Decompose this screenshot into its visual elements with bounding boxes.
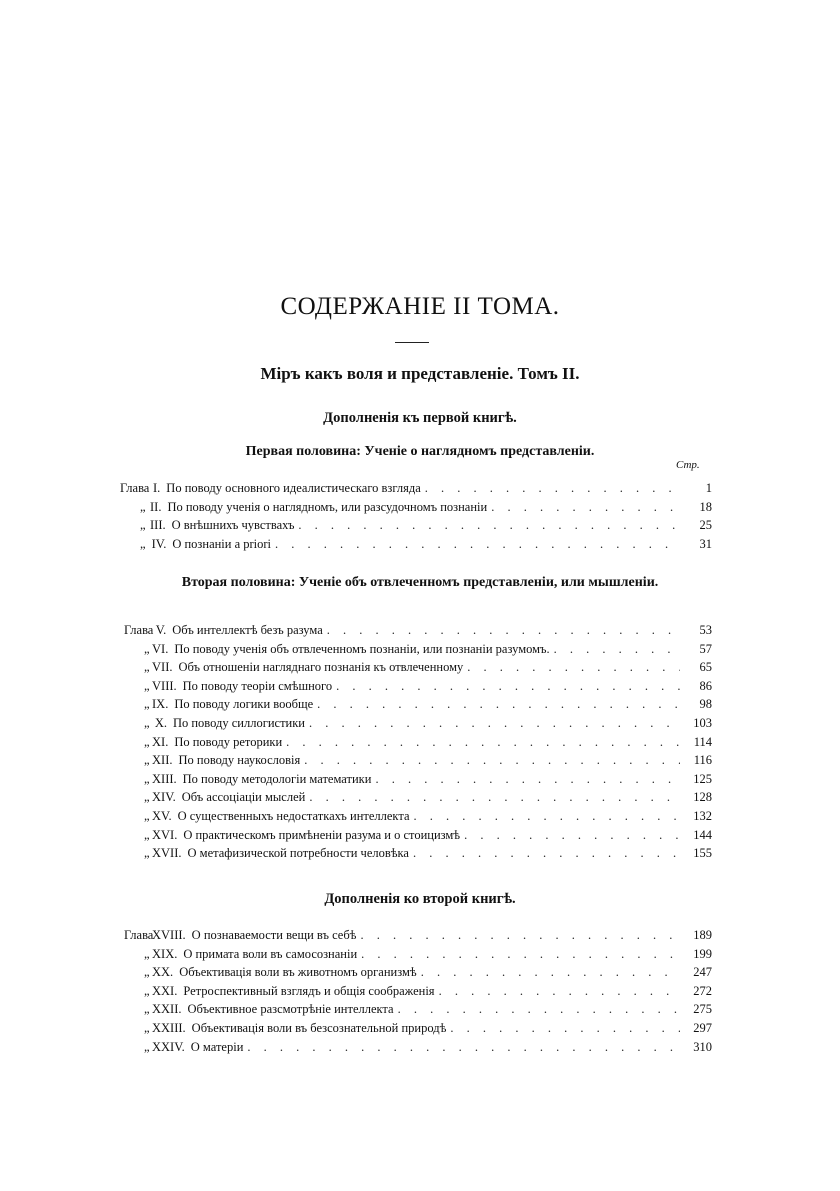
toc-entry-title: О познаваемости вещи въ себѣ: [191, 928, 357, 942]
toc-entry: [140, 499, 712, 516]
toc-entry-prefix: „: [144, 965, 150, 980]
toc-entry-page-number: 114: [693, 734, 712, 749]
toc-dot-leader: [450, 1020, 680, 1037]
toc-entry-page-number: 57: [699, 641, 712, 656]
toc-entry: [124, 927, 712, 944]
toc-dot-leader: [439, 983, 680, 1000]
toc-entry-chapter-number: XXII.: [152, 1002, 182, 1017]
toc-entry-chapter-number: XVIII.: [152, 928, 186, 942]
toc-entry-page-number: 189: [693, 928, 712, 942]
toc-entry-title: По поводу теоріи смѣшного: [182, 678, 333, 693]
toc-entry-prefix: „: [144, 641, 150, 656]
toc-dot-leader: [286, 734, 680, 751]
toc-entry-prefix: „: [144, 716, 150, 730]
toc-entry-title: По поводу ученія объ отвлеченномъ познаніи, или познаніи разумомъ.: [174, 641, 550, 656]
toc-entry-title: Объективація воли въ животномъ организмѣ: [179, 965, 417, 980]
toc-entry-page-number: 297: [693, 1021, 712, 1035]
toc-dot-leader: [361, 946, 680, 963]
toc-entry-title: По поводу методологіи математики: [182, 771, 372, 786]
toc-entry: [144, 845, 712, 862]
toc-dot-leader: [421, 964, 680, 981]
toc-dot-leader: [491, 499, 680, 516]
toc-entry-chapter-number: XIX.: [152, 946, 178, 961]
toc-entry: [144, 752, 712, 769]
toc-entry-page-number: 103: [693, 716, 712, 730]
toc-entry-title: Объ ассоціаціи мыслей: [181, 790, 306, 805]
toc-entry-page-number: 1: [705, 481, 712, 495]
toc-entry-prefix: Глава: [124, 623, 154, 637]
toc-entry: [144, 734, 712, 751]
toc-entry: [144, 771, 712, 788]
toc-entry-page-number: 128: [693, 790, 712, 805]
toc-dot-leader: [375, 771, 680, 788]
toc-entry: [144, 789, 712, 806]
toc-entry-page-number: 86: [699, 678, 712, 693]
toc-entry-chapter-number: XIII.: [152, 771, 177, 786]
toc-entry-prefix: „: [144, 809, 150, 823]
toc-entry-page-number: 199: [693, 946, 712, 961]
toc-entry-title: О практическомъ примѣненіи разума и о стоицизмѣ: [183, 827, 461, 842]
toc-entry-page-number: 310: [693, 1039, 712, 1054]
toc-entry-chapter-number: V.: [155, 623, 167, 637]
part2-title: Дополненія ко второй книгѣ.: [324, 891, 516, 907]
toc-entry-title: О существенныхъ недостаткахъ интеллекта: [177, 809, 410, 823]
toc-entry: [144, 983, 712, 1000]
toc-entry-chapter-number: XVII.: [152, 846, 182, 861]
toc-entry-page-number: 125: [693, 771, 712, 786]
toc-dot-leader: [304, 752, 680, 769]
toc-entry-chapter-number: X.: [154, 716, 167, 730]
toc-entry-prefix: „: [140, 499, 146, 514]
toc-entry: [120, 480, 712, 497]
toc-dot-leader: [247, 1039, 680, 1056]
part1-title: Дополненія къ первой книгѣ.: [323, 410, 517, 426]
toc-entry-page-number: 272: [693, 983, 712, 998]
toc-entry-page-number: 98: [699, 697, 712, 712]
toc-entry-page-number: 247: [693, 965, 712, 980]
toc-dot-leader: [398, 1001, 680, 1018]
toc-entry-prefix: „: [144, 1039, 150, 1054]
toc-entry-chapter-number: IX.: [152, 697, 169, 712]
toc-entry: [144, 641, 712, 658]
toc-entry-title: О внѣшнихъ чувствахъ: [171, 518, 295, 532]
toc-entry-prefix: „: [144, 753, 150, 768]
toc-entry-page-number: 116: [693, 753, 712, 768]
toc-entry-prefix: „: [140, 536, 146, 551]
toc-entry-page-number: 53: [699, 623, 712, 637]
toc-dot-leader: [275, 536, 680, 553]
toc-entry-title: По поводу основного идеалистическаго взгляда: [166, 481, 421, 495]
toc-entry-chapter-number: XI.: [152, 734, 169, 749]
toc-entry-prefix: Глава: [120, 481, 150, 495]
toc-entry-prefix: „: [144, 1021, 150, 1035]
page-column-label: Стр.: [676, 459, 700, 471]
toc-entry: [144, 946, 712, 963]
toc-entry-prefix: „: [144, 678, 150, 693]
toc-entry: [144, 696, 712, 713]
toc-entry: [144, 1001, 712, 1018]
toc-entry-title: Ретроспективный взглядъ и общія соображенія: [183, 983, 435, 998]
toc-entry-title: О примата воли въ самосознаніи: [183, 946, 358, 961]
toc-dot-leader: [327, 622, 680, 639]
toc-entry-title: Объективація воли въ безсознательной природѣ: [191, 1021, 447, 1035]
toc-dot-leader: [413, 845, 680, 862]
toc-dot-leader: [414, 808, 681, 825]
toc-entry-prefix: „: [144, 846, 150, 861]
toc-entry-title: По поводу ученія о наглядномъ, или разсудочномъ познаніи: [167, 499, 488, 514]
toc-entry-page-number: 65: [699, 660, 712, 675]
toc-entry-title: Объ интеллектѣ безъ разума: [172, 623, 323, 637]
toc-dot-leader: [360, 927, 680, 944]
toc-entry-chapter-number: II.: [150, 499, 162, 514]
toc-entry-title: О познаніи a priori: [172, 536, 272, 551]
toc-entry-prefix: „: [144, 1002, 150, 1017]
toc-entry-chapter-number: XV.: [152, 809, 172, 823]
toc-entry-chapter-number: XXIII.: [152, 1021, 186, 1035]
toc-dot-leader: [464, 827, 680, 844]
toc-entry-page-number: 144: [693, 827, 712, 842]
toc-entry-title: По поводу реторики: [174, 734, 283, 749]
toc-entry-page-number: 155: [693, 846, 712, 861]
contents-heading: СОДЕРЖАНІЕ II ТОМА.: [280, 293, 560, 320]
toc-entry: [144, 678, 712, 695]
toc-entry-page-number: 132: [693, 809, 712, 823]
toc-entry-prefix: „: [144, 660, 150, 675]
toc-entry-chapter-number: XX.: [152, 965, 174, 980]
toc-entry-prefix: „: [144, 734, 150, 749]
toc-entry-title: По поводу логики вообще: [174, 697, 314, 712]
toc-entry: [144, 1020, 712, 1037]
toc-entry-chapter-number: XXIV.: [152, 1039, 185, 1054]
toc-entry-chapter-number: XII.: [152, 753, 173, 768]
toc-entry-title: По поводу силлогистики: [172, 716, 305, 730]
toc-entry-chapter-number: XXI.: [152, 983, 178, 998]
toc-entry-title: О матеріи: [190, 1039, 244, 1054]
toc-dot-leader: [554, 641, 680, 658]
toc-entry-prefix: „: [144, 697, 150, 712]
half1-title: Первая половина: Ученіе о наглядномъ представленіи.: [245, 444, 595, 459]
toc-entry: [140, 517, 712, 534]
half2-title: Вторая половина: Ученіе объ отвлеченномъ представленіи, или мышленіи.: [181, 575, 659, 590]
toc-dot-leader: [317, 696, 680, 713]
toc-dot-leader: [309, 789, 680, 806]
toc-entry-title: О метафизической потребности человѣка: [187, 846, 409, 861]
heading-rule: [395, 342, 429, 343]
toc-entry-prefix: „: [140, 518, 146, 532]
toc-entry-title: Объ отношеніи нагляднаго познанія къ отвлеченному: [178, 660, 464, 675]
toc-entry-chapter-number: I.: [153, 481, 161, 495]
toc-entry-prefix: Глава: [124, 928, 154, 942]
toc-entry-page-number: 275: [693, 1002, 712, 1017]
toc-entry-page-number: 31: [699, 536, 712, 551]
toc-entry-chapter-number: XIV.: [152, 790, 176, 805]
toc-entry-chapter-number: XVI.: [152, 827, 178, 842]
toc-dot-leader: [309, 715, 680, 732]
toc-dot-leader: [298, 517, 680, 534]
toc-entry-page-number: 18: [699, 499, 712, 514]
toc-entry-page-number: 25: [699, 518, 712, 532]
toc-entry-chapter-number: VIII.: [152, 678, 177, 693]
toc-entry: [140, 536, 712, 553]
toc-entry-prefix: „: [144, 946, 150, 961]
toc-entry: [144, 659, 712, 676]
toc-entry: [144, 964, 712, 981]
toc-dot-leader: [467, 659, 680, 676]
volume-title: Міръ какъ воля и представленіе. Томъ II.: [260, 364, 580, 383]
toc-entry: [144, 1039, 712, 1056]
toc-entry-title: Объективное разсмотрѣніе интеллекта: [187, 1002, 394, 1017]
toc-entry: [144, 715, 712, 732]
toc-entry: [124, 622, 712, 639]
toc-entry-prefix: „: [144, 790, 150, 805]
toc-entry-prefix: „: [144, 827, 150, 842]
toc-entry: [144, 808, 712, 825]
toc-entry-prefix: „: [144, 983, 150, 998]
toc-entry-title: По поводу наукословія: [178, 753, 301, 768]
toc-entry: [144, 827, 712, 844]
toc-entry-chapter-number: VI.: [152, 641, 169, 656]
toc-dot-leader: [425, 480, 680, 497]
toc-dot-leader: [336, 678, 680, 695]
toc-entry-chapter-number: VII.: [152, 660, 173, 675]
toc-entry-prefix: „: [144, 771, 150, 786]
toc-entry-chapter-number: IV.: [151, 536, 167, 551]
toc-entry-chapter-number: III.: [150, 518, 166, 532]
